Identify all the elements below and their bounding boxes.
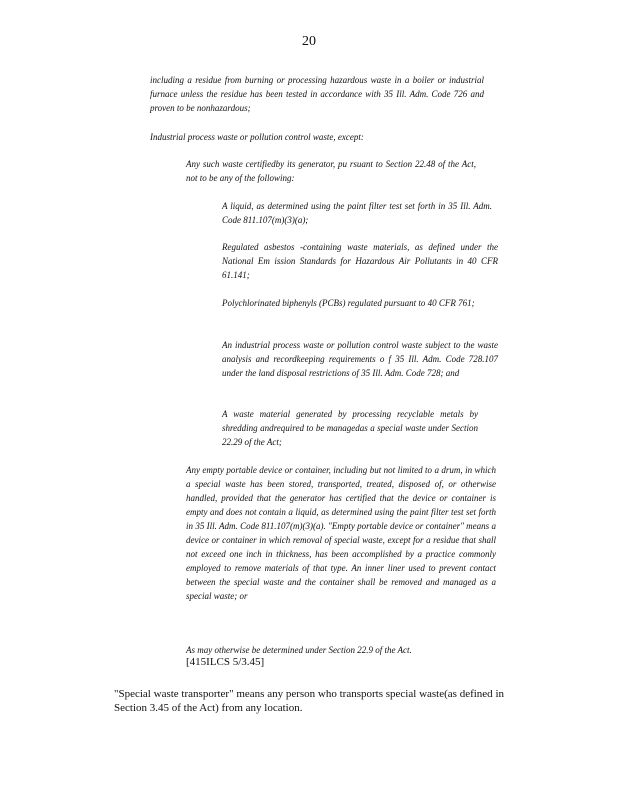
list-item-recyclable-metals: A waste material generated by processing recyclable metals by shredding andrequired to be managedas a special waste under Section 22.29 of the Act; [222,409,478,447]
paragraph-otherwise-determined: As may otherwise be determined under Section 22.9 of the Act. [186,645,412,655]
paragraph-certified-waste: Any such waste certifiedby its generator, pu rsuant to Section 22.48 of the Act, not to be any of the following: [186,159,476,183]
page-number: 20 [302,34,316,49]
list-item-asbestos: Regulated asbestos -containing waste materials, as defined under the National Em ission Standards for Hazardous Air Pollutants in 40 CFR 61.141; [222,242,498,280]
paragraph-residue-continuation: including a residue from burning or processing hazardous waste in a boiler or industrial furnace unless the residue has been tested in accordance with 35 Ill. Adm. Code 726 and proven to be nonhazardous; [150,75,484,113]
list-item-pcbs: Polychlorinated biphenyls (PCBs) regulated pursuant to 40 CFR 761; [222,298,475,308]
paragraph-empty-container: Any empty portable device or container, including but not limited to a drum, in which a special waste has been stored, transported, treated, disposed of, or otherwise handled, provided that the generator has certified that the device or container is empty and does not contain a liquid, as determined using the paint filter test set forth in 35 Ill. Adm. Code 811.107(m)(3)(a). "Empty portable device or container" means a device or container in which removal of special waste, except for a residue that shall not exceed one inch in thickness, has been accomplished by a practice commonly employed to remove materials of that type. An inner liner used to prevent contact between the special waste and the container shall be removed and managed as a special waste; or [186,465,496,601]
list-item-liquid: A liquid, as determined using the paint filter test set forth in 35 Ill. Adm. Code 811.107(m)(3)(a); [222,201,492,225]
statute-citation: [415ILCS 5/3.45] [186,656,265,668]
list-item-industrial-process: An industrial process waste or pollution control waste subject to the waste analysis and recordkeeping requirements o f 35 Ill. Adm. Code 728.107 under the land disposal restrictions of 35 Ill. Adm. Code 728; and [222,340,498,378]
paragraph-industrial-process-waste: Industrial process waste or pollution control waste, except: [150,132,364,142]
definition-special-waste-transporter: "Special waste transporter" means any person who transports special waste(as defined in Section 3.45 of the Act) from any location. [114,688,504,714]
